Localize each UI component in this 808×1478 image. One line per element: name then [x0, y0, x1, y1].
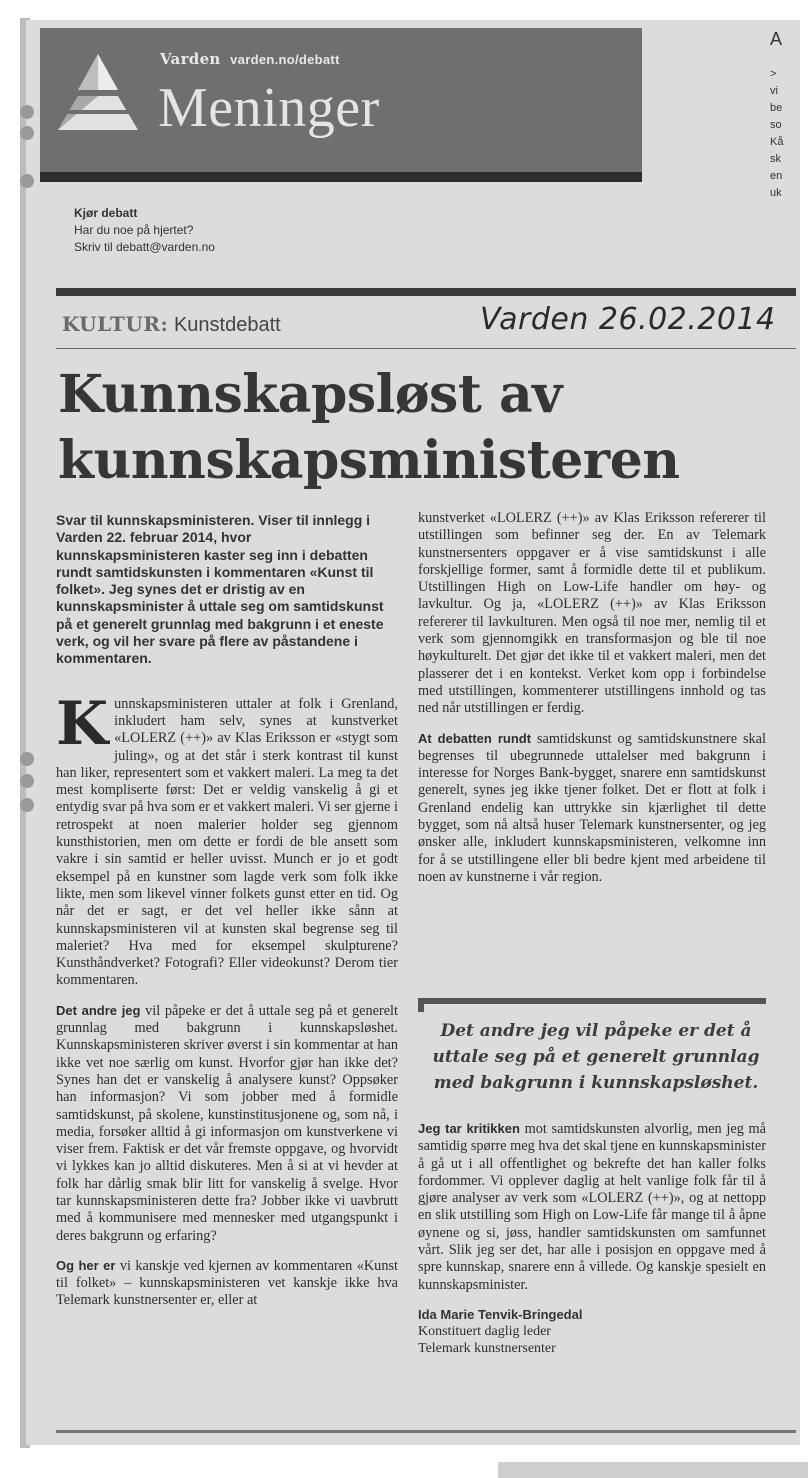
body-paragraph: At debatten rundt samtidskunst og samtidskunstnere skal begrenses til ubegrunnede uttalelser med bakgrunn i interesse for Norges Bank-bygget, snarere enn samtidskunst generelt, synes jeg ikke tjener folket. Det er flott at folk i Grenland endelig kan uttrykke sin kjærlighet til dette bygget, som nå altså huser Telemark kunstnersenter, og jeg ønsker alle, inkludert kunnskapsministeren, velkomne inn for å se utstillingene eller bli bedre kjent med arbeidene til noen av kunstnerne i vår region. [418, 730, 766, 885]
body-paragraph: Jeg tar kritikken mot samtidskunsten alvorlig, men jeg må samtidig spørre meg hva det skal tjene en kunnskapsminister å gå ut i all offentlighet og bekrefte det han kaller folks fordommer. Vi opplever daglig at helt vanlige folk får til å gjøre analyser av verk som «LOLERZ (++)», og at nettopp en slik utstilling som High on Low-Life får mange til å åpne øynene og si, jøss, handler samtidskunsten om samfunnet vårt. Slik jeg ser det, har alle i posisjon en oppgave med å spre kunnskap, snarere enn å villede. Og kanskje spesielt en kunnskapsminister. [418, 1121, 766, 1293]
debate-box-title: Kjør debatt [74, 206, 138, 220]
paragraph-lead-in: Og her er [56, 1257, 116, 1273]
punch-hole [20, 798, 34, 812]
bottom-rule [56, 1430, 796, 1433]
debate-box-email: Skriv til debatt@varden.no [74, 240, 215, 254]
brand-name: Varden [160, 50, 221, 68]
section-title: Meninger [158, 77, 380, 139]
kicker [62, 312, 281, 337]
debate-url: varden.no/debatt [230, 52, 340, 67]
kicker-section: KULTUR: [62, 312, 169, 336]
body-paragraph: Og her er vi kanskje ved kjernen av kommentaren «Kunst til folket» – kunnskapsministeren vet kanskje ikke hva Telemark kunstnersenter er, eller at [56, 1257, 399, 1309]
divider-rule-thin [56, 348, 796, 349]
paragraph-lead-in: Det andre jeg [56, 1002, 141, 1018]
pull-quote-text: Det andre jeg vil påpeke er det å uttale seg på et generelt grunnlag med bakgrunn i kunnskapsløshet. [432, 1021, 760, 1093]
punch-hole [20, 105, 34, 119]
author-role: Konstituert daglig leder [418, 1323, 551, 1339]
kicker-topic: Kunstdebatt [173, 314, 281, 336]
debate-box-line: Har du noe på hjertet? [74, 223, 194, 237]
varden-logo-icon [56, 50, 140, 134]
paragraph-lead-in: Jeg tar kritikken [418, 1121, 520, 1136]
adjacent-column-fragment: A > vi be so Kå sk en uk [770, 29, 784, 199]
pull-quote-rule [418, 998, 766, 1004]
body-paragraph: Kunnskapsministeren uttaler at folk i Grenland, inkludert ham selv, synes at kunstverket «LOLERZ (++)» av Klas Eriksson er «stygt som juling», og at det står i sterk kontrast til kunst han liker, representert som et vakkert maleri. La meg ta det mest kompliserte først: Det er veldig vanskelig å gi et entydig svar på hva som er et vakkert maleri. Vi ser gjerne i retrospekt at noen malerier holder seg gjennom kunsthistorien, men om dette er fordi de ble ansett som vakre i sin samtid er heller uvisst. Munch er jo et godt eksempel på en kunstner som lagde verk som folk ikke likte, men som likevel vinner folkets gunst etter en tid. Og når det er sagt, er det vel heller ikke sånn at kunnskapsministeren vil at kunsten skal begrense seg til maleriet? Hva med for eksempel skulpturene? Kunsthåndverket? Fotografi? Eller videokunst? Derom tier kommentaren. [56, 688, 398, 989]
author-organization: Telemark kunstnersenter [418, 1340, 556, 1356]
masthead [160, 50, 340, 68]
drop-cap: K [56, 688, 109, 759]
author-name: Ida Marie Tenvik-Bringedal [418, 1306, 583, 1322]
header-band-rule [40, 172, 642, 182]
lede: Svar til kunnskapsministeren. Viser til innlegg i Varden 22. februar 2014, hvor kunnskapsministeren kaster seg inn i debatten rundt samtidskunsten i kommentaren «Kunst til folket». Jeg synes det er dristig av en kunnskapsminister å uttale seg om samtidskunst på et generelt grunnlag med bakgrunn i et eneste verk, og vil her svare på flere av påstandene i kommentaren. [56, 512, 384, 667]
pull-quote-rule-end [418, 998, 424, 1012]
article-column-right [418, 510, 766, 898]
punch-hole [20, 126, 34, 140]
debate-info-box [74, 205, 215, 256]
body-paragraph: kunstverket «LOLERZ (++)» av Klas Eriksson refererer til utstillingen som befinner seg der. En av Telemark kunstnersenters oppgaver er å vise samtidskunst i alle forskjellige former, samt å formidle dette til et publikum. Utstillingen High on Low-Life handler om høy- og lavkultur. Og ja, «LOLERZ (++)» av Klas Eriksson refererer til lavkulturen. Men også til noe mer, nemlig til et verk som gjennomgikk en transformasjon og ble til noe høykulturelt. Det gjør det ikke til et vakkert maleri, men det plasserer det i en kontekst. Verket kom opp i forbindelse med utstillingen, kommenterer utstillingens innhold og tas ned når utstillingen er ferdig. [418, 510, 766, 717]
punch-hole [20, 774, 34, 788]
author-signature [418, 1306, 766, 1357]
divider-rule [56, 288, 796, 296]
article-column-right-lower [418, 1120, 766, 1357]
headline: Kunnskapsløst av kunnskapsministeren [58, 364, 680, 491]
punch-hole [20, 174, 34, 188]
article-column-left [56, 512, 398, 1322]
adjacent-clipping-fragment [498, 1462, 808, 1478]
pull-quote [418, 998, 766, 1108]
punch-hole [20, 752, 34, 766]
paragraph-lead-in: At debatten rundt [418, 730, 532, 746]
body-paragraph: Det andre jeg vil påpeke er det å uttale seg på et generelt grunnlag med bakgrunn i kunnskapsløshet. Kunnskapsministeren skriver øverst i sin kommentar at han ikke vet noe særlig om kunst. Hvorfor gjør han ikke det? Synes han det er vanskelig å analysere kunst? Oppsøker han informasjon? Vi som jobber med å formidle samtidskunst, på skolene, kunstinstitusjonene og, som nå, i media, forsøker alltid å gi informasjon om kunstverkene vi viser frem. Faktisk er det vår fremste oppgave, og hvorvidt vi lykkes kan jo alltid diskuteres. Men å si at vi hevder at folk har dårlig smak blir litt for vanskelig å svelge. Hvor tar kunnskapsministeren dette fra? Jobber ikke vi uavbrutt med å kommunisere med mennesker med utgangspunkt i deres bakgrunn og erfaring? [56, 1002, 398, 1244]
handwritten-date-note: Varden 26.02.2014 [480, 302, 776, 337]
